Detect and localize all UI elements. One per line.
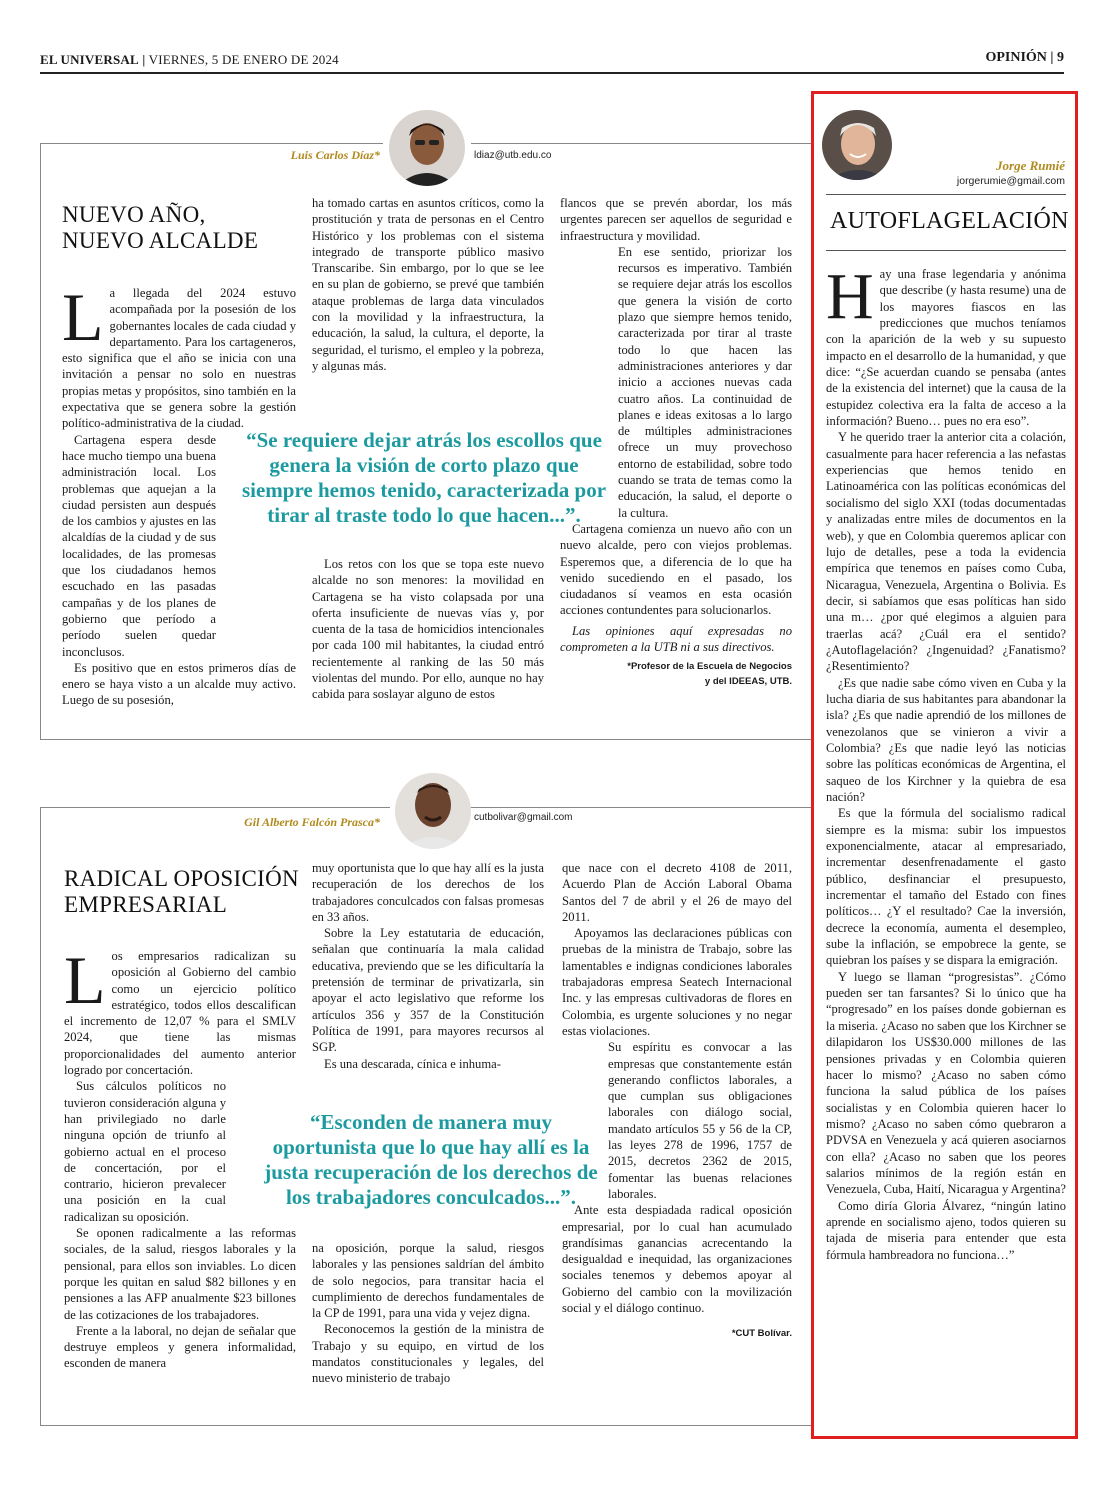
article2-col2-bottom <box>312 1240 544 1387</box>
article3-author: Jorge Rumié <box>996 158 1065 173</box>
article3-p6: Como diría Gloria Álvarez, “ningún latino aprende en socialismo ajeno, todos quieren su tajada de miseria para entender que esta fórmula hambreadora no funciona…” <box>826 1198 1066 1262</box>
section-name: OPINIÓN <box>985 50 1047 65</box>
article2-email: cutbolivar@gmail.com <box>474 812 573 823</box>
article1-col3 <box>560 195 792 689</box>
article3-title: AUTOFLAGELACIÓN <box>830 208 1069 234</box>
article2-col2-p1: muy oportunista que lo que hay allí es la justa recuperación de los derechos de los trabajadores conculcados con falsas promesas en 33 años. <box>312 861 544 924</box>
masthead-left <box>40 52 339 68</box>
article1-col3-p2: En ese sentido, priorizar los recursos es imperativo. También se requiere dejar atrás los escollos que genera la visión de corto plazo que siempre hemos tenido, caracterizada por tirar al traste todo lo que hacen las administraciones anteriores y dar inicio a acciones nuevas cada cuatro años. La continuidad de planes e ideas exitosas a lo largo de múltiples administraciones ofrece un muy provechoso entorno de estabilidad, sobre todo cuando se trata de temas como la educación, la salud, el deporte o la cultura. <box>618 244 792 520</box>
article2-dropcap: L <box>64 942 106 1018</box>
article2-title-line1: RADICAL OPOSICIÓN <box>64 866 299 891</box>
article2-col1-p3: Se oponen radicalmente a las reformas sociales, de la salud, riesgos laborales y la pensional, para ellos son inviables. Lo dicen porque les quitan en salud $82 billones y en pensiones a las AFP anualmente $23 billones de las cotizaciones de los trabajadores. <box>64 1226 296 1322</box>
article2-col1-p4: Frente a la laboral, no dejan de señalar que destruye empleos y genera informalidad, esconden de manera <box>64 1323 296 1371</box>
article1-author-photo <box>389 110 465 186</box>
article3-body <box>826 260 1066 1263</box>
article1-col3-p1: flancos que se prevén abordar, los más urgentes parecen ser aquellos de seguridad e infraestructura y movilidad. <box>560 196 792 243</box>
article3-author-photo <box>822 110 892 180</box>
article1-col1-p2: Cartagena espera desde hace mucho tiempo una buena administración local. Los problemas que aquejan a la ciudad persisten aun después de los cambios y ajustes en las alcaldías de la ciudad y de sus localidades, de las promesas que los ciudadanos hemos escuchado en las pasadas campañas y de los planes de gobierno que período a período suelen quedar inconclusos. <box>62 432 216 659</box>
article1-email: ldiaz@utb.edu.co <box>474 150 552 161</box>
article1-note-line1: *Profesor de la Escuela de Negocios <box>627 661 792 673</box>
article2-title <box>64 866 304 918</box>
article1-col1-p1: La llegada del 2024 estuvo acompañada por la posesión de los gobernantes locales de cada ciudad y departamento. Para los cartageneros, esto significa que el año se inicia con una invitación a pensar no solo en nuestras propias metas y propósitos, sino también en la expectativa que se genera sobre la gestión político-administrativa de la ciudad. <box>62 279 296 431</box>
article2-col3-p3: Su espíritu es convocar a las empresas que constantemente están generando conflictos laborales, a que cumplan sus obligaciones laborales con diálogo social, mandato artículos 55 y 56 de la CP, las leyes 278 de 1996, 1757 de 2015, decretos 2362 de 2015, fomentar las buenas relaciones laborales. <box>608 1040 792 1201</box>
article2-col3-p2: Apoyamos las declaraciones públicas con pruebas de la ministra de Trabajo, sobre las lamentables e indignas condiciones laborales trabajadoras empresa Seatech Internacional Inc. y las empresas cultivadoras de flores en Colombia, es urgente soluciones y no negar estas violaciones. <box>562 926 792 1038</box>
masthead-right <box>985 50 1064 66</box>
article2-note: *CUT Bolívar. <box>731 1328 792 1340</box>
article1-disclaimer: Las opiniones aquí expresadas no comprometen a la UTB ni a sus directivos. <box>560 623 792 655</box>
article1-title <box>62 202 302 254</box>
article1-note <box>560 659 792 689</box>
article1-title-line1: NUEVO AÑO, <box>62 202 206 227</box>
article1-col2-p2: Los retos con los que se topa este nuevo alcalde no son menores: la movilidad en Cartagena se ha visto colapsada por una oferta insuficiente de nuevas vías y, por cuenta de la tasa de homicidios intencionales por cada 100 mil habitantes, la ciudad entró recientemente al ranking de las 50 más violentas del mundo. Por ello, aunque no hay cabida para soslayar alguno de estos <box>312 557 544 702</box>
article1-title-line2: NUEVO ALCALDE <box>62 228 259 253</box>
masthead-rule <box>40 72 1064 74</box>
article1-col2-top <box>312 195 544 374</box>
article1-col2-p1: ha tomado cartas en asuntos críticos, como la prostitución y trata de personas en el Centro Histórico y los problemas con el sistema integrado de transporte público masivo Transcaribe. Sin embargo, por lo que se lee en su plan de gobierno, se prevé que también ataque problemas de larga data vinculados con la movilidad y la infraestructura, la educación, la salud, la cultura, el deporte, la seguridad, el turismo, el empleo y la pobreza, y algunas más. <box>312 196 544 373</box>
article3-p1: Hay una frase legendaria y anónima que describe (y hasta resume) una de los mayores fiascos en las predicciones que muchos teníamos con la aparición de la web y su supuesto impacto en el desarrollo de la humanidad, y que dice: “¿Se acuerdan cuando se pensaba (antes de la existencia del internet) que la causa de la estupidez colectiva era la falta de acceso a la información? Bueno… pues no era eso”. <box>826 260 1066 429</box>
article3-p5: Y luego se llaman “progresistas”. ¿Cómo pueden ser tan farsantes? Si lo único que ha “progresado” en los países donde gobiernan es la miseria. ¿Acaso no saben que los Kirchner se dilapidaron los US$30.000 millones de las pensiones privadas y en Colombia quieren hacer lo mismo? ¿Acaso no saben cómo funciona la salud pública de los países socialistas y en Colombia quieren hacer lo mismo? ¿Acaso no saben cómo quebraron a PDVSA en Venezuela y acá quieren asociarnos con ella? ¿Acaso no saben que los peores salarios mínimos de la región están en Venezuela, Cuba, Haití, Nicaragua y Argentina? <box>826 969 1066 1197</box>
article2-col2-p5: Reconocemos la gestión de la ministra de Trabajo y su equipo, en virtud de los mandatos constitucionales y legales, del nuevo ministerio de trabajo <box>312 1322 544 1386</box>
masthead-separator-right: | <box>1050 50 1054 65</box>
article1-author: Luis Carlos Díaz* <box>290 148 380 162</box>
article1-col2-bottom <box>312 556 544 703</box>
article2-col3-p1: que nace con el decreto 4108 de 2011, Acuerdo Plan de Acción Laboral Obama Santos del 7 de abril y el 26 de mayo del 2011. <box>562 861 792 924</box>
article2-author-photo <box>395 773 471 849</box>
article2-col2-p4: na oposición, porque la salud, riesgos laborales y las pensiones saldrían del ámbito de solo negocios, para transitar hacia el cumplimiento de derechos fundamentales de la CP de 1991, para una vida y vejez digna. <box>312 1241 544 1321</box>
article3-p4: Es que la fórmula del socialismo radical siempre es la misma: subir los impuestos exponencialmente, atacar al empresariado, incrementar desenfrenadamente el gasto público, desfinanciar el presupuesto, incrementar el tamaño del Estado con fines políticos… ¿Y el resultado? Cae la inversión, decrece la economía, aumenta el desempleo, sube la inflación, se empobrece la gente, se quiebran los países y se dispara la emigración. <box>826 806 1066 968</box>
article3-title-rule-bottom <box>826 250 1066 251</box>
article2-author: Gil Alberto Falcón Prasca* <box>244 815 380 829</box>
publication-date: VIERNES, 5 DE ENERO DE 2024 <box>148 52 339 67</box>
masthead-separator: | <box>142 52 146 67</box>
article1-dropcap: L <box>62 279 104 355</box>
article1-pullquote: “Se requiere dejar atrás los escollos que genera la visión de corto plazo que siempre hemos tenido, caracterizada por tirar al traste todo lo que hacen...”. <box>241 428 607 527</box>
article2-col1-p1: Los empresarios radicalizan su oposición al Gobierno del cambio como un ejercicio político estratégico, todos ellos descalifican el incremento de 12,07 % para el SMLV 2024, que tiene las mismas proporcionalidades del aumento anterior logrado por concertación. <box>64 942 296 1078</box>
page-number: 9 <box>1057 50 1064 65</box>
article2-col1-p2: Sus cálculos políticos no tuvieron consideración alguna y han privilegiado no darle ninguna opción de triunfo al gobierno actual en el proceso de concertación, por el contrario, hicieron prevalecer una posición en la cual radicalizan su oposición. <box>64 1079 226 1224</box>
article2-pullquote: “Esconden de manera muy oportunista que lo que hay allí es la justa recuperación de los derechos de los trabajadores conculcados...”. <box>264 1110 598 1209</box>
article3-title-rule-top <box>826 194 1066 195</box>
paper-name: EL UNIVERSAL <box>40 52 139 67</box>
article1-col1-p3: Es positivo que en estos primeros días de enero se haya visto a un alcalde muy activo. Luego de su posesión, <box>62 660 296 708</box>
article1-col3-p3: Cartagena comienza un nuevo año con un nuevo alcalde, pero con viejos problemas. Esperemos que, a diferencia de lo que ha venido sucediendo en el pasado, los ciudadanos sí veamos en esta ocasión acciones contundentes para solucionarlos. <box>560 521 792 618</box>
article1-note-line2: y del IDEEAS, UTB. <box>704 676 792 688</box>
article2-col3 <box>562 860 792 1341</box>
article2-title-line2: EMPRESARIAL <box>64 892 228 917</box>
article2-col2-p2: Sobre la Ley estatutaria de educación, señalan que continuaría la mala calidad educativa, previendo que se les dificultaría la pretensión de terminar de privatizarla, sin apoyar el acto legislativo que reforme los artículos 356 y 357 de la Constitución Política de 1991, para mayores recursos al SGP. <box>312 926 544 1055</box>
article3-dropcap: H <box>826 260 874 333</box>
article2-col3-p4: Ante esta despiadada radical oposición empresarial, por lo cual han acumulado grandísimas ganancias acrecentando la desigualdad e inequidad, las organizaciones sociales tenemos y debemos apoyar al Gobierno del cambio con la movilización social y el diálogo continuo. <box>562 1203 792 1316</box>
article3-p3: ¿Es que nadie sabe cómo viven en Cuba y la lucha diaria de sus habitantes para abandonar la isla? ¿Es que nadie aprendió de los millones de venezolanos que se vinieron a vivir a Colombia? ¿Es que nadie leyó las noticias sobre las políticas económicas de Argentina, el saqueo de los Kirchner y la quiebra de esa nación? <box>826 675 1066 804</box>
article2-col2-p3: Es una descarada, cínica e inhuma- <box>324 1056 501 1071</box>
article3-p2: Y he querido traer la anterior cita a colación, casualmente para hacer referencia a las nefastas experiencias que hemos tenido en Latinoamérica con las políticas económicas del socialismo del siglo XXI (todas documentadas y analizadas entre miles de documentos en la web), y que en Colombia queremos aplicar con lujo de detalles, pese a toda la evidencia empírica que tenemos en países como Cuba, Nicaragua, Venezuela, Argentina o Bolivia. Es decir, si sabíamos que esas políticas han sido una m… ¿por qué elegimos a alguien para traerlas acá? ¿Cuál era el sentido? ¿Autoflagelación? ¿Ingenuidad? ¿Fanatismo? ¿Resentimiento? <box>826 430 1066 674</box>
article3-email: jorgerumie@gmail.com <box>956 175 1065 187</box>
article2-col2-top <box>312 860 544 1072</box>
